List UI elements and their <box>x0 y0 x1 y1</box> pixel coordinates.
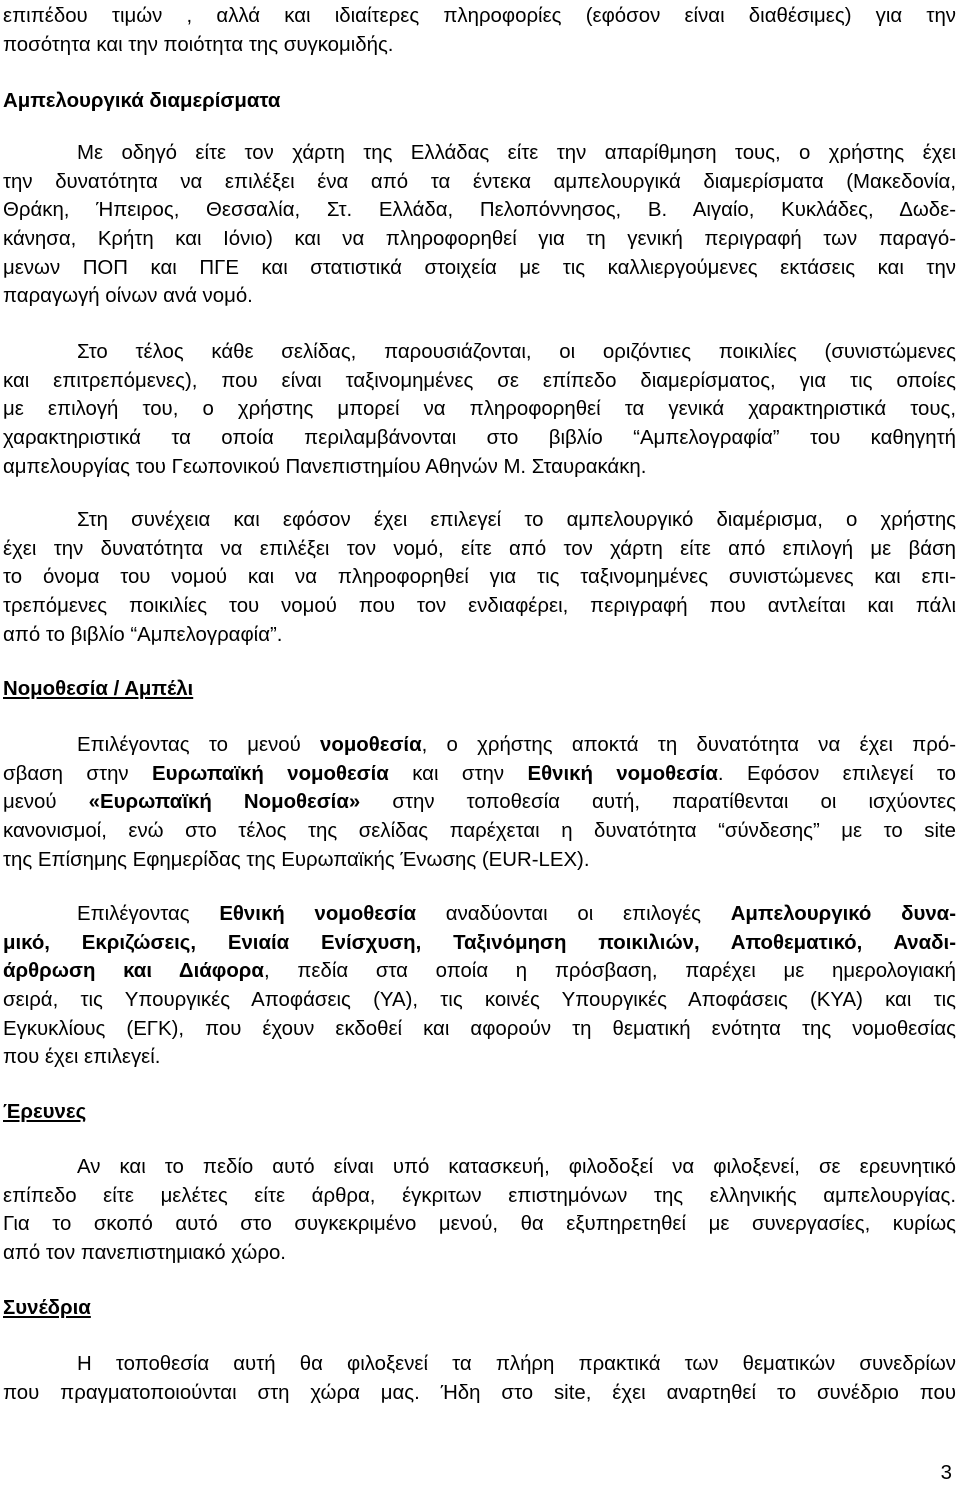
text-line: έχει την δυνατότητα να επιλέξει τον νομό, είτε από τον χάρτη είτε από επιλογή με βάση <box>3 537 956 560</box>
page-number: 3 <box>940 1462 952 1484</box>
text-line: Αν και το πεδίο αυτό είναι υπό κατασκευή, φιλοδοξεί να φιλοξενεί, σε ερευνητικό <box>77 1156 956 1178</box>
paragraph-national-legislation <box>3 900 956 1072</box>
text-line: Επιλέγοντας Εθνική νομοθεσία αναδύονται οι επιλογές Αμπελουργικό δυνα- <box>77 903 956 925</box>
text-line: Με οδηγό είτε τον χάρτη της Ελλάδας είτε την απαρίθμηση τους, ο χρήστης έχει <box>77 142 956 164</box>
text-line: Για το σκοπό αυτό στο συγκεκριμένο μενού, θα εξυπηρετηθεί με συνεργασίες, κυρίως <box>3 1213 956 1236</box>
text-line: άρθρωση και Διάφορα, πεδία στα οποία η πρόσβαση, παρέχει με ημερολογιακή <box>3 960 956 983</box>
section-heading-regions: Αμπελουργικά διαμερίσματα <box>3 90 281 112</box>
text-line: που πραγματοποιούνται στη χώρα μας. Ήδη στο site, έχει αναρτηθεί το συνέδριο που <box>3 1381 956 1404</box>
section-heading-legislation: Νομοθεσία / Αμπέλι <box>3 678 194 700</box>
text-line: με επιλογή του, ο χρήστης μπορεί να πληροφορηθεί τα γενικά χαρακτηριστικά τους, <box>3 398 956 421</box>
text-line: κάνησα, Κρήτη και Ιόνιο) και να πληροφορηθεί για τη γενική περιγραφή των παραγό- <box>3 228 956 251</box>
text-line: Επιλέγοντας το μενού νομοθεσία, ο χρήστης αποκτά τη δυνατότητα να έχει πρό- <box>77 734 956 756</box>
text-line: Θράκη, Ήπειρος, Θεσσαλία, Στ. Ελλάδα, Πελοπόννησος, Β. Αιγαίο, Κυκλάδες, Δωδε- <box>3 199 956 222</box>
paragraph-research <box>3 1153 956 1268</box>
paragraph-varieties <box>3 338 956 481</box>
text-line: Η τοποθεσία αυτή θα φιλοξενεί τα πλήρη πρακτικά των θεματικών συνεδρίων <box>77 1353 956 1375</box>
text-line: το όνομα του νομού και να πληροφορηθεί για τις ταξινομημένες συνιστώμενες και επι- <box>3 566 956 589</box>
text-line: την δυνατότητα να επιλέξει ένα από τα έντεκα αμπελουργικά διαμερίσματα (Μακεδονία, <box>3 170 956 193</box>
text-line: που έχει επιλεγεί. <box>3 1046 161 1069</box>
text-line: από τον πανεπιστημιακό χώρο. <box>3 1242 286 1265</box>
text-line: χαρακτηριστικά τα οποία περιλαμβάνονται στο βιβλίο “Αμπελογραφία” του καθηγητή <box>3 427 956 450</box>
text-line: παραγωγή οίνων ανά νομό. <box>3 285 253 308</box>
text-line: μενού «Ευρωπαϊκή Νομοθεσία» στην τοποθεσία αυτή, παρατίθενται οι ισχύοντες <box>3 791 956 814</box>
text-line: Εγκυκλίους (ΕΓΚ), που έχουν εκδοθεί και αφορούν τη θεματική ενότητα της νομοθεσίας <box>3 1017 956 1040</box>
text-line: ποσότητα και την ποιότητα της συγκομιδής. <box>3 33 394 56</box>
text-line: της Επίσημης Εφημερίδας της Ευρωπαϊκής Ένωσης (EUR-LEX). <box>3 848 590 871</box>
text-line: μικό, Εκριζώσεις, Ενιαία Ενίσχυση, Ταξινόμηση ποικιλιών, Αποθεματικό, Αναδι- <box>3 931 956 954</box>
paragraph-regions <box>3 139 956 311</box>
text-line: επιπέδου τιμών , αλλά και ιδιαίτερες πληροφορίες (εφόσον είναι διαθέσιμες) για την <box>3 5 956 27</box>
text-line: σβαση στην Ευρωπαϊκή νομοθεσία και στην Εθνική νομοθεσία. Εφόσον επιλεγεί το <box>3 762 956 785</box>
paragraph-intro-continuation <box>3 2 956 59</box>
text-line: κανονισμοί, ενώ στο τέλος της σελίδας παρέχεται η δυνατότητα “σύνδεσης” με το site <box>3 820 956 843</box>
paragraph-conferences <box>3 1350 956 1407</box>
text-line: και επιτρεπόμενες), που είναι ταξινομημένες σε επίπεδο διαμερίσματος, για τις οποίες <box>3 369 956 392</box>
text-line: από το βιβλίο “Αμπελογραφία”. <box>3 623 283 646</box>
text-line: Στο τέλος κάθε σελίδας, παρουσιάζονται, οι οριζόντιες ποικιλίες (συνιστώμενες <box>77 341 956 363</box>
text-line: αμπελουργίας του Γεωπονικού Πανεπιστημίου Αθηνών Μ. Σταυρακάκη. <box>3 455 647 478</box>
text-line: σειρά, τις Υπουργικές Αποφάσεις (ΥΑ), τις κοινές Υπουργικές Αποφάσεις (ΚΥΑ) και τις <box>3 989 956 1012</box>
paragraph-prefecture <box>3 506 956 649</box>
text-line: μενων ΠΟΠ και ΠΓΕ και στατιστικά στοιχεία με τις καλλιεργούμενες εκτάσεις και την <box>3 256 956 279</box>
paragraph-legislation <box>3 731 956 874</box>
section-heading-research: Έρευνες <box>3 1101 87 1123</box>
text-line: Στη συνέχεια και εφόσον έχει επιλεγεί το αμπελουργικό διαμέρισμα, ο χρήστης <box>77 509 956 531</box>
text-line: επίπεδο είτε μελέτες είτε άρθρα, έγκριτων επιστημόνων της ελληνικής αμπελουργίας. <box>3 1184 956 1207</box>
text-line: τρεπόμενες ποικιλίες του νομού που τον ενδιαφέρει, περιγραφή που αντλείται και πάλι <box>3 595 956 618</box>
section-heading-conferences: Συνέδρια <box>3 1297 91 1319</box>
